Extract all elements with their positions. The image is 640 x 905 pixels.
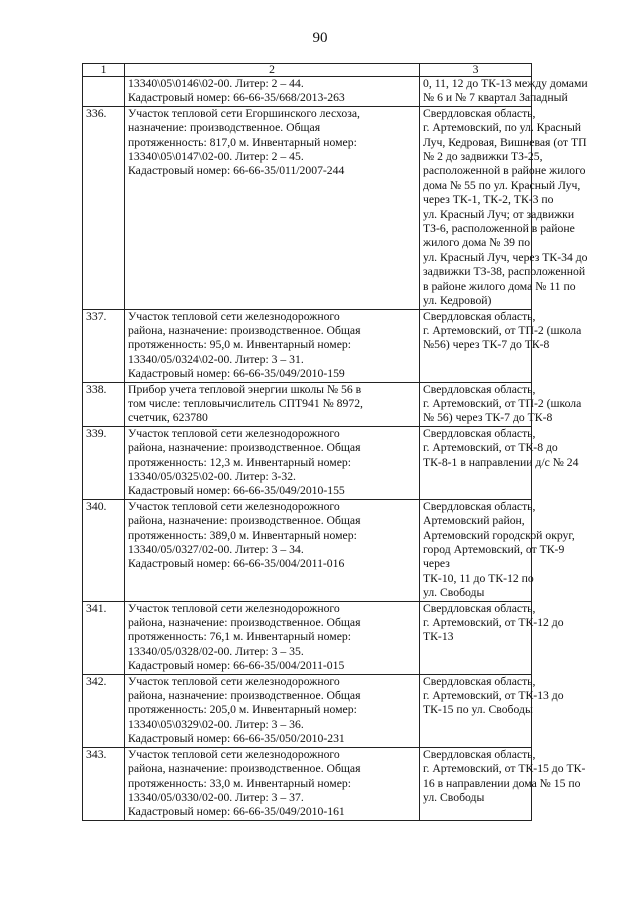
object-description: [125, 382, 420, 426]
location-line: г. Артемовский, от ТК-8 до: [423, 441, 558, 455]
location-line: дома № 55 по ул. Красный Луч,: [423, 178, 581, 192]
row-number: 343.: [83, 747, 125, 820]
location-line: Артемовский район,: [423, 514, 525, 528]
location-line: г. Артемовский, от ТП-2 (школа: [423, 323, 582, 337]
location-line: ул. Свободы: [423, 586, 485, 600]
table-row: [83, 499, 532, 601]
object-description: [125, 106, 420, 309]
object-description: [125, 426, 420, 499]
object-location: [420, 601, 564, 674]
row-number: 340.: [83, 499, 125, 601]
description-line: Участок тепловой сети железнодорожного: [128, 426, 340, 440]
object-description: [125, 747, 420, 820]
description-line: Участок тепловой сети железнодорожного: [128, 499, 340, 513]
location-line: г. Артемовский, от ТК-13 до: [423, 689, 564, 703]
location-line: № 6 и № 7 квартал Западный: [423, 91, 568, 105]
description-line: 13340/05/0330/02-00. Литер: 3 – 37.: [128, 790, 304, 804]
description-line: Кадастровый номер: 66-66-35/011/2007-244: [128, 164, 345, 178]
object-location: [420, 674, 564, 747]
table-row: [83, 77, 532, 107]
row-number: 338.: [83, 382, 125, 426]
location-line: жилого дома № 39 по: [423, 236, 531, 250]
location-line: Свердловская область,: [423, 382, 536, 396]
object-location: [420, 426, 579, 499]
location-line: в районе жилого дома № 11 по: [423, 279, 576, 293]
location-line: ТЗ-6, расположенной в районе: [423, 222, 575, 236]
location-line: г. Артемовский, от ТК-12 до: [423, 616, 564, 630]
location-line: через ТК-1, ТК-2, ТК-3 по: [423, 193, 554, 207]
object-location: [420, 309, 582, 382]
location-line: через: [423, 557, 450, 571]
description-line: Кадастровый номер: 66-66-35/049/2010-161: [128, 805, 345, 819]
location-line: ул. Красный Луч, через ТК-34 до: [423, 250, 588, 264]
location-line: задвижки ТЗ-38, расположенной: [423, 265, 586, 279]
description-line: Участок тепловой сети железнодорожного: [128, 601, 340, 615]
location-line: № 56) через ТК-7 до ТК-8: [423, 411, 553, 425]
description-line: района, назначение: производственное. Общая: [128, 441, 361, 455]
description-line: Кадастровый номер: 66-66-35/004/2011-015: [128, 659, 345, 673]
location-line: Свердловская область,: [423, 499, 536, 513]
location-line: ТК-15 по ул. Свободы: [423, 703, 533, 717]
row-number: 341.: [83, 601, 125, 674]
table-row: [83, 747, 532, 820]
row-number: 336.: [83, 106, 125, 309]
object-location: [420, 382, 582, 426]
table-row: [83, 426, 532, 499]
description-line: Участок тепловой сети железнодорожного: [128, 309, 340, 323]
location-line: Свердловская область,: [423, 747, 536, 761]
description-line: 13340\05\0329\02-00. Литер: 3 – 36.: [128, 717, 304, 731]
description-line: счетчик, 623780: [128, 411, 208, 425]
location-line: расположенной в районе жилого: [423, 164, 586, 178]
location-line: Свердловская область,: [423, 601, 536, 615]
description-line: района, назначение: производственное. Общая: [128, 762, 361, 776]
location-line: ТК-10, 11 до ТК-12 по: [423, 571, 534, 585]
description-line: 13340/05/0327/02-00. Литер: 3 – 34.: [128, 543, 304, 556]
description-line: 13340\05\0146\02-00. Литер: 2 – 44.: [128, 77, 304, 90]
description-line: района, назначение: производственное. Общая: [128, 514, 361, 528]
row-number: 337.: [83, 309, 125, 382]
table-row: [83, 382, 532, 426]
location-line: ТК-8-1 в направлении д/с № 24: [423, 455, 579, 469]
description-line: протяженность: 205,0 м. Инвентарный номер:: [128, 703, 357, 717]
location-line: г. Артемовский, по ул. Красный: [423, 121, 582, 135]
description-line: назначение: производственное. Общая: [128, 121, 321, 135]
object-location: [420, 499, 575, 601]
location-line: ул. Свободы: [423, 790, 485, 804]
location-line: ул. Кедровой): [423, 294, 492, 308]
description-line: района, назначение: производственное. Общая: [128, 689, 361, 703]
description-line: 13340/05/0324\02-00. Литер: 3 – 31.: [128, 352, 304, 366]
location-line: Свердловская область,: [423, 106, 536, 120]
object-description: [125, 674, 420, 747]
column-number-1: 1: [83, 64, 125, 77]
description-line: Кадастровый номер: 66-66-35/049/2010-155: [128, 484, 345, 498]
description-line: Кадастровый номер: 66-66-35/668/2013-263: [128, 91, 345, 105]
location-line: №56) через ТК-7 до ТК-8: [423, 338, 550, 352]
location-line: ул. Красный Луч; от задвижки: [423, 207, 575, 221]
description-line: протяженность: 76,1 м. Инвентарный номер:: [128, 630, 351, 644]
object-description: [125, 601, 420, 674]
object-location: [420, 106, 588, 309]
description-line: протяженность: 12,3 м. Инвентарный номер:: [128, 455, 351, 469]
description-line: Кадастровый номер: 66-66-35/050/2010-231: [128, 732, 345, 746]
description-line: Кадастровый номер: 66-66-35/004/2011-016: [128, 557, 345, 571]
description-line: 13340\05\0147\02-00. Литер: 2 – 45.: [128, 150, 304, 164]
description-line: Участок тепловой сети железнодорожного: [128, 747, 340, 761]
column-number-3: 3: [420, 64, 532, 77]
description-line: протяженность: 817,0 м. Инвентарный номер:: [128, 135, 357, 149]
location-line: № 2 до задвижки ТЗ-25,: [423, 150, 543, 164]
description-line: протяженность: 95,0 м. Инвентарный номер:: [128, 338, 351, 352]
table-row: [83, 106, 532, 309]
object-description: [125, 499, 420, 601]
object-location: [420, 77, 588, 107]
table-row: [83, 309, 532, 382]
description-line: Прибор учета тепловой энергии школы № 56 в: [128, 382, 362, 396]
location-line: 16 в направлении дома № 15 по: [423, 776, 581, 790]
description-line: Кадастровый номер: 66-66-35/049/2010-159: [128, 367, 345, 381]
row-number: [83, 77, 125, 107]
description-line: протяженность: 33,0 м. Инвентарный номер:: [128, 776, 351, 790]
description-line: района, назначение: производственное. Общая: [128, 323, 361, 337]
page-number: 90: [312, 30, 328, 46]
description-line: том числе: тепловычислитель СПТ941 № 8972,: [128, 396, 363, 410]
location-line: Свердловская область,: [423, 426, 536, 440]
table-row: [83, 674, 532, 747]
object-description: [125, 77, 420, 107]
description-line: района, назначение: производственное. Общая: [128, 616, 361, 630]
object-description: [125, 309, 420, 382]
location-line: город Артемовский, от ТК-9: [423, 543, 565, 556]
description-line: Участок тепловой сети железнодорожного: [128, 674, 340, 688]
table-row: [83, 601, 532, 674]
location-line: Свердловская область,: [423, 674, 536, 688]
registry-table: [82, 63, 588, 821]
column-number-2: 2: [125, 64, 420, 77]
description-line: 13340/05/0328/02-00. Литер: 3 – 35.: [128, 644, 304, 658]
location-line: 0, 11, 12 до ТК-13 между домами: [423, 77, 588, 90]
location-line: Свердловская область,: [423, 309, 536, 323]
location-line: г. Артемовский, от ТП-2 (школа: [423, 396, 582, 410]
location-line: г. Артемовский, от ТК-15 до ТК-: [423, 762, 586, 776]
description-line: Участок тепловой сети Егоршинского лесхоза,: [128, 106, 360, 120]
location-line: ТК-13: [423, 630, 454, 644]
row-number: 342.: [83, 674, 125, 747]
location-line: Луч, Кедровая, Вишневая (от ТП: [423, 135, 587, 149]
table-header-row: [83, 64, 532, 77]
location-line: Артемовский городской округ,: [423, 528, 575, 542]
object-location: [420, 747, 586, 820]
description-line: протяженность: 389,0 м. Инвентарный номер:: [128, 528, 357, 542]
row-number: 339.: [83, 426, 125, 499]
description-line: 13340/05/0325\02-00. Литер: 3-32.: [128, 469, 296, 483]
